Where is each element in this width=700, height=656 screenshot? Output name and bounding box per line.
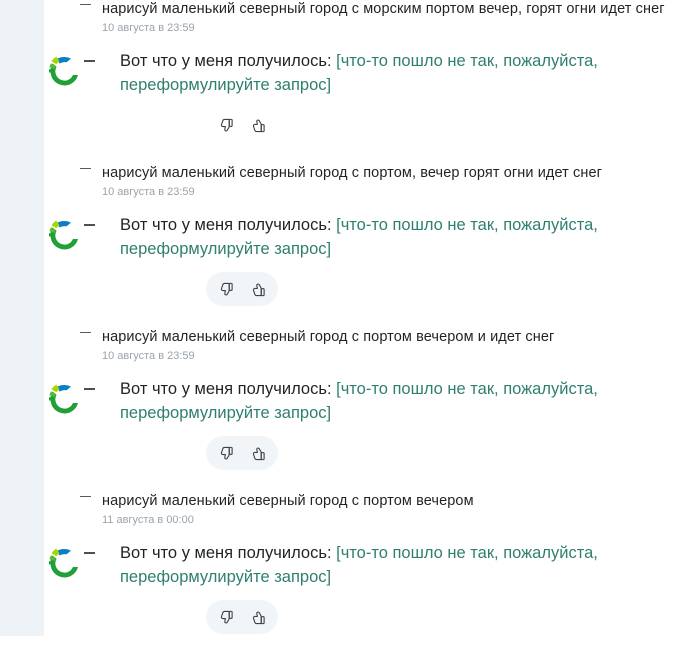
chat-exchange-3: [44, 328, 700, 470]
sber-salute-logo-icon: [44, 543, 84, 583]
user-message-text: нарисуй маленький северный город с портом вечером: [102, 493, 474, 509]
assistant-message: [44, 213, 700, 306]
thumbs-up-icon[interactable]: [245, 440, 271, 466]
assistant-message-body: [84, 49, 700, 142]
assistant-message: [44, 377, 700, 470]
assistant-message-body: [84, 213, 700, 306]
reply-dash-icon: [84, 224, 95, 226]
user-message: [44, 0, 700, 35]
assistant-reply-error: [что-то пошло не так, пожалуйста, переформулируйте запрос]: [120, 216, 598, 258]
assistant-reply-error: [что-то пошло не так, пожалуйста, переформулируйте запрос]: [120, 52, 598, 94]
reply-dash-icon: [84, 388, 95, 390]
user-message-body: [78, 0, 675, 35]
user-message-text: нарисуй маленький северный город с портом, вечер горят огни идет снег: [102, 165, 603, 181]
message-timestamp: 10 августа в 23:59: [102, 22, 195, 34]
assistant-reply-prefix: Вот что у меня получилось:: [120, 216, 337, 234]
feedback-toolbar: [206, 600, 278, 634]
assistant-message-text: [102, 541, 688, 589]
reply-dash-icon: [84, 60, 95, 62]
feedback-toolbar: [206, 436, 278, 470]
thumbs-down-icon[interactable]: [213, 604, 239, 630]
feedback-toolbar: [206, 108, 278, 142]
assistant-message-text: [102, 213, 688, 261]
assistant-message: [44, 541, 700, 634]
thumbs-up-icon[interactable]: [245, 276, 271, 302]
exchange-spacer: [44, 142, 700, 164]
user-message-body: [78, 328, 564, 363]
bullet-dash-icon: [80, 4, 91, 5]
sber-salute-logo-icon: [44, 379, 84, 419]
chat-exchange-2: [44, 164, 700, 306]
user-message: [44, 328, 700, 363]
sber-salute-logo-icon: [44, 51, 84, 91]
user-message-text: нарисуй маленький северный город с портом вечером и идет снег: [102, 329, 555, 345]
thumbs-down-icon[interactable]: [213, 112, 239, 138]
thumbs-up-icon[interactable]: [245, 112, 271, 138]
message-timestamp: 10 августа в 23:59: [102, 186, 195, 198]
assistant-message-text: [102, 49, 688, 97]
assistant-message-body: [84, 377, 700, 470]
exchange-spacer: [44, 634, 700, 656]
assistant-message-body: [84, 541, 700, 634]
message-timestamp: 11 августа в 00:00: [102, 514, 194, 526]
sber-salute-logo-icon: [44, 215, 84, 255]
thumbs-down-icon[interactable]: [213, 440, 239, 466]
user-message-body: [78, 492, 484, 527]
bullet-dash-icon: [80, 496, 91, 497]
assistant-reply-error: [что-то пошло не так, пожалуйста, переформулируйте запрос]: [120, 544, 598, 586]
assistant-reply-prefix: Вот что у меня получилось:: [120, 52, 337, 70]
exchange-spacer: [44, 306, 700, 328]
chat-exchange-1: [44, 0, 700, 142]
thumbs-down-icon[interactable]: [213, 276, 239, 302]
left-rail: [0, 0, 44, 636]
feedback-toolbar: [206, 272, 278, 306]
message-timestamp: 10 августа в 23:59: [102, 350, 195, 362]
exchange-spacer: [44, 470, 700, 492]
thumbs-up-icon[interactable]: [245, 604, 271, 630]
assistant-reply-prefix: Вот что у меня получилось:: [120, 380, 337, 398]
user-message-text: нарисуй маленький северный город с морским портом вечер, горят огни идет снег: [102, 1, 665, 17]
user-message-body: [78, 164, 612, 199]
assistant-message-text: [102, 377, 688, 425]
reply-dash-icon: [84, 552, 95, 554]
user-message: [44, 492, 700, 527]
bullet-dash-icon: [80, 332, 91, 333]
bullet-dash-icon: [80, 168, 91, 169]
assistant-message: [44, 49, 700, 142]
chat-exchange-4: [44, 492, 700, 634]
assistant-reply-error: [что-то пошло не так, пожалуйста, переформулируйте запрос]: [120, 380, 598, 422]
assistant-reply-prefix: Вот что у меня получилось:: [120, 544, 337, 562]
user-message: [44, 164, 700, 199]
chat-thread: [44, 0, 700, 636]
